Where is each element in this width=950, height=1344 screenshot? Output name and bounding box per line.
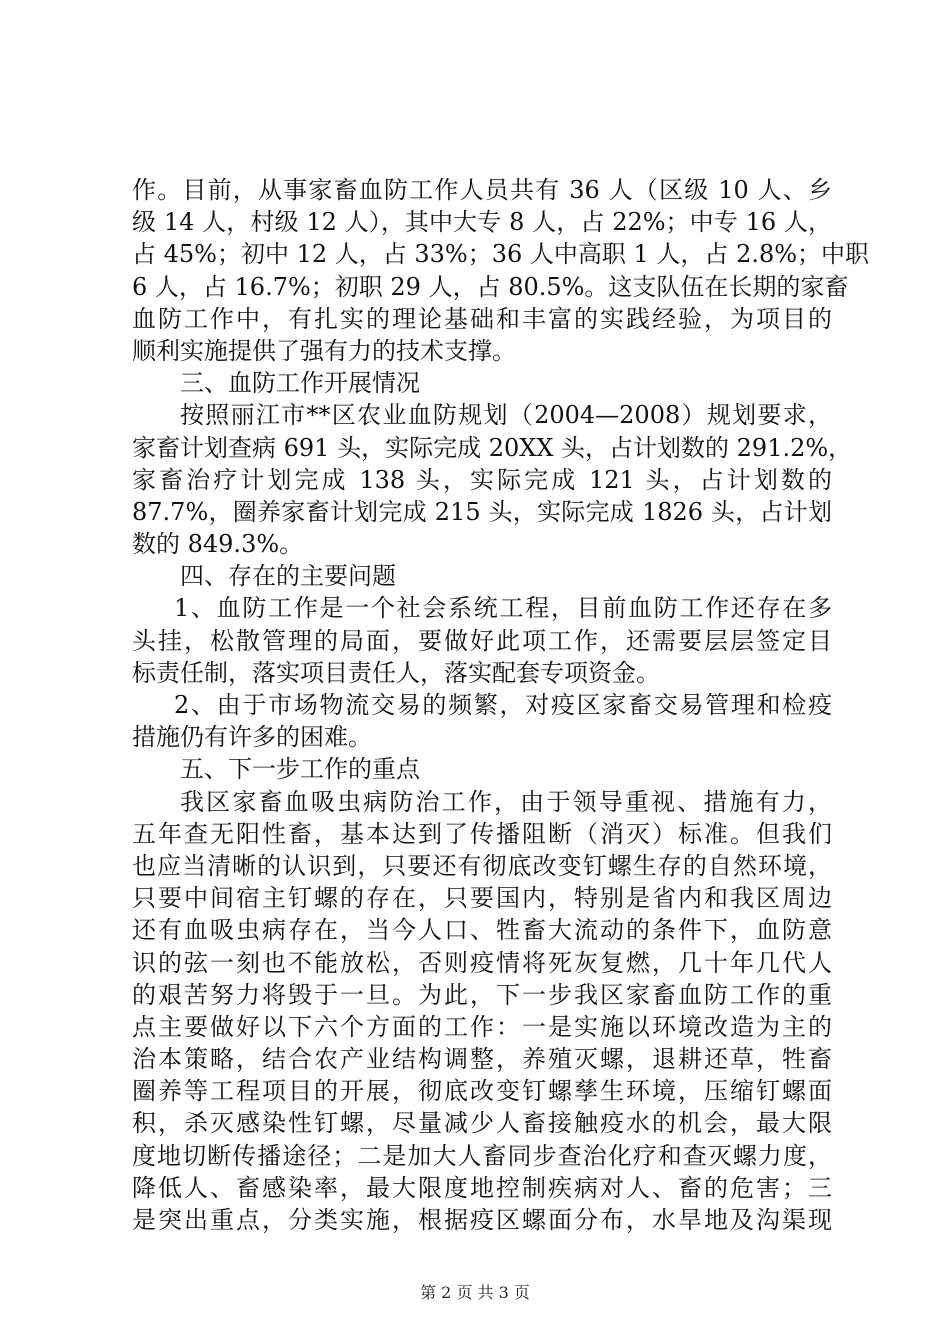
section-heading: 四、存在的主要问题	[180, 562, 396, 591]
text-line: 按照丽江市**区农业血防规划（2004—2008）规划要求，	[180, 401, 832, 430]
text-line: 占 45%；初中 12 人，占 33%；36 人中高职 1 人，占 2.8%；中职	[132, 240, 870, 269]
text-line: 数的 849.3%。	[132, 530, 304, 559]
text-line: 措施仍有许多的困难。	[132, 723, 372, 752]
text-line: 头挂，松散管理的局面，要做好此项工作，还需要层层签定目	[132, 626, 832, 655]
text-line: 的艰苦努力将毁于一旦。为此，下一步我区家畜血防工作的重	[132, 980, 832, 1009]
text-line: 度地切断传播途径；二是加大人畜同步查治化疗和查灭螺力度，	[132, 1141, 832, 1170]
text-line: 标责任制，落实项目责任人，落实配套专项资金。	[132, 658, 660, 687]
text-line: 五年查无阳性畜，基本达到了传播阻断（消灭）标准。但我们	[132, 819, 832, 848]
page-number: 第 2 页 共 3 页	[420, 1283, 530, 1302]
text-line: 识的弦一刻也不能放松，否则疫情将死灰复燃，几十年几代人	[132, 948, 832, 977]
text-line: 家畜治疗计划完成 138 头，实际完成 121 头，占计划数的	[132, 465, 832, 494]
text-line: 血防工作中，有扎实的理论基础和丰富的实践经验，为项目的	[132, 304, 832, 333]
section-heading: 五、下一步工作的重点	[180, 755, 420, 784]
text-line: 2、由于市场物流交易的频繁，对疫区家畜交易管理和检疫	[174, 691, 832, 719]
text-line: 1、血防工作是一个社会系统工程，目前血防工作还存在多	[174, 594, 832, 623]
text-line: 只要中间宿主钉螺的存在，只要国内，特别是省内和我区周边	[132, 884, 832, 913]
text-line: 积，杀灭感染性钉螺，尽量减少人畜接触疫水的机会，最大限	[132, 1109, 832, 1138]
text-line: 点主要做好以下六个方面的工作：一是实施以环境改造为主的	[132, 1012, 832, 1041]
text-line: 降低人、畜感染率，最大限度地控制疾病对人、畜的危害；三	[132, 1173, 832, 1202]
section-heading: 三、血防工作开展情况	[180, 369, 420, 398]
text-line: 还有血吸虫病存在，当今人口、牲畜大流动的条件下，血防意	[132, 916, 832, 945]
text-line: 作。目前，从事家畜血防工作人员共有 36 人（区级 10 人、乡	[132, 176, 832, 204]
text-line: 顺利实施提供了强有力的技术支撑。	[132, 336, 516, 365]
text-line: 圈养等工程项目的开展，彻底改变钉螺孳生环境，压缩钉螺面	[132, 1077, 832, 1106]
document-body	[132, 174, 870, 1236]
text-line: 87.7%，圈养家畜计划完成 215 头，实际完成 1826 头，占计划	[132, 497, 832, 526]
text-line: 治本策略，结合农产业结构调整，养殖灭螺，退耕还草，牲畜	[132, 1045, 832, 1074]
text-line: 我区家畜血吸虫病防治工作，由于领导重视、措施有力，	[180, 787, 832, 816]
text-line: 6 人，占 16.7%；初职 29 人，占 80.5%。这支队伍在长期的家畜	[132, 272, 849, 301]
text-line: 家畜计划查病 691 头，实际完成 20XX 头，占计划数的 291.2%，	[132, 433, 853, 462]
text-line: 是突出重点，分类实施，根据疫区螺面分布，水旱地及沟渠现	[132, 1206, 832, 1234]
text-line: 级 14 人，村级 12 人），其中大专 8 人，占 22%；中专 16 人，	[132, 208, 832, 237]
text-line: 也应当清晰的认识到，只要还有彻底改变钉螺生存的自然环境，	[132, 851, 832, 880]
